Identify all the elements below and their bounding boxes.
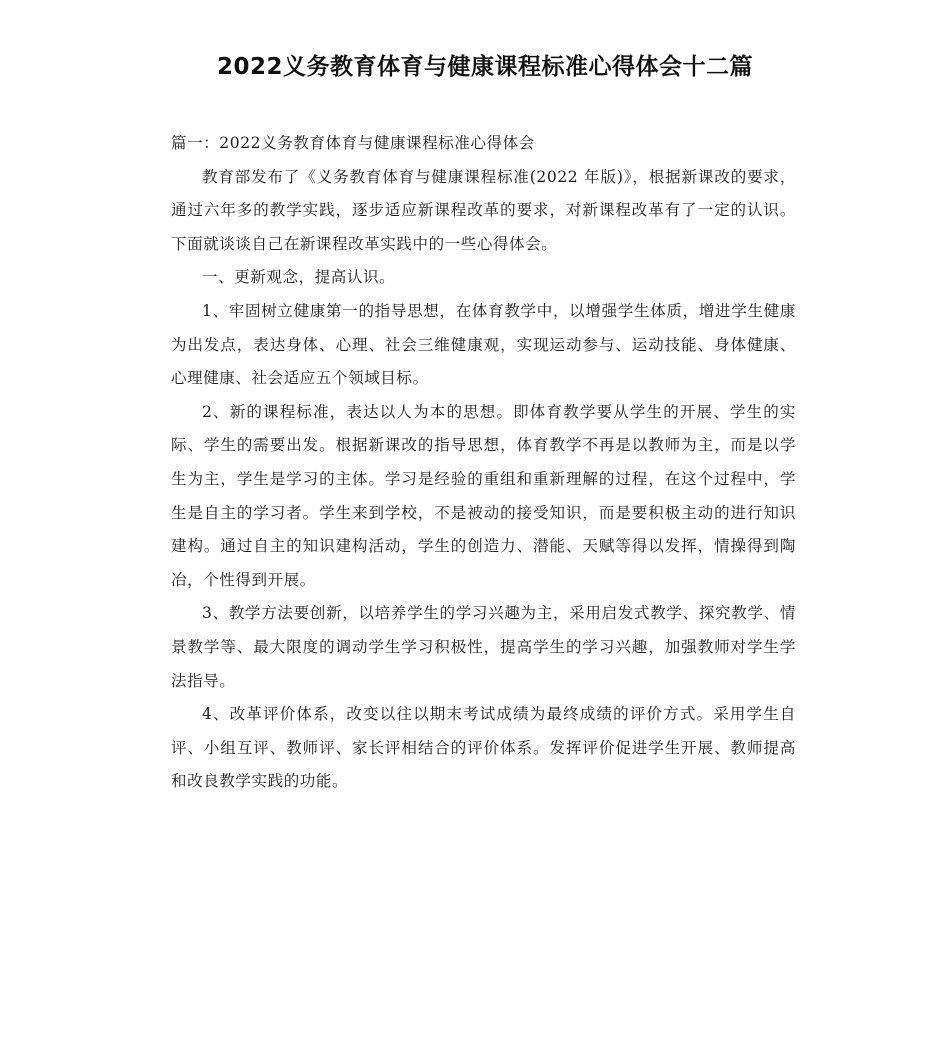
subheading-update-concepts: 一、更新观念，提高认识。 xyxy=(202,268,396,287)
paragraph-point-4: 4、改革评价体系，改变以往以期末考试成绩为最终成绩的评价方式。采用学生自评、小组互评、教师评、家长评相结合的评价体系。发挥评价促进学生开展、教师提高和改良教学实践的功能。 xyxy=(171,705,796,791)
document-title: 2022义务教育体育与健康课程标准心得体会十二篇 xyxy=(216,54,753,80)
section-heading: 篇一：2022义务教育体育与健康课程标准心得体会 xyxy=(171,134,535,152)
paragraph-point-2: 2、新的课程标准，表达以人为本的思想。即体育教学要从学生的开展、学生的实际、学生的需要出发。根据新课改的指导思想，体育教学不再是以教师为主，而是以学生为主，学生是学习的主体。学习是经验的重组和重新理解的过程，在这个过程中，学生是自主的学习者。学生来到学校，不是被动的接受知识，而是要积极主动的进行知识建构。通过自主的知识建构活动，学生的创造力、潜能、天赋等得以发挥，情操得到陶冶，个性得到开展。 xyxy=(171,402,796,589)
paragraph-point-1: 1、牢固树立健康第一的指导思想，在体育教学中，以增强学生体质，增进学生健康为出发点，表达身体、心理、社会三维健康观，实现运动参与、运动技能、身体健康、心理健康、社会适应五个领域目标。 xyxy=(171,301,796,388)
document-body xyxy=(171,127,796,799)
paragraph-intro: 教育部发布了《义务教育体育与健康课程标准(2022 年版)》，根据新课改的要求，通过六年多的教学实践，逐步适应新课程改革的要求，对新课程改革有了一定的认识。下面就谈谈自己在新课程改革实践中的一些心得体会。 xyxy=(171,167,796,253)
paragraph-point-3: 3、教学方法要创新，以培养学生的学习兴趣为主，采用启发式教学、探究教学、情景教学等、最大限度的调动学生学习积极性，提高学生的学习兴趣，加强教师对学生学法指导。 xyxy=(171,604,796,690)
